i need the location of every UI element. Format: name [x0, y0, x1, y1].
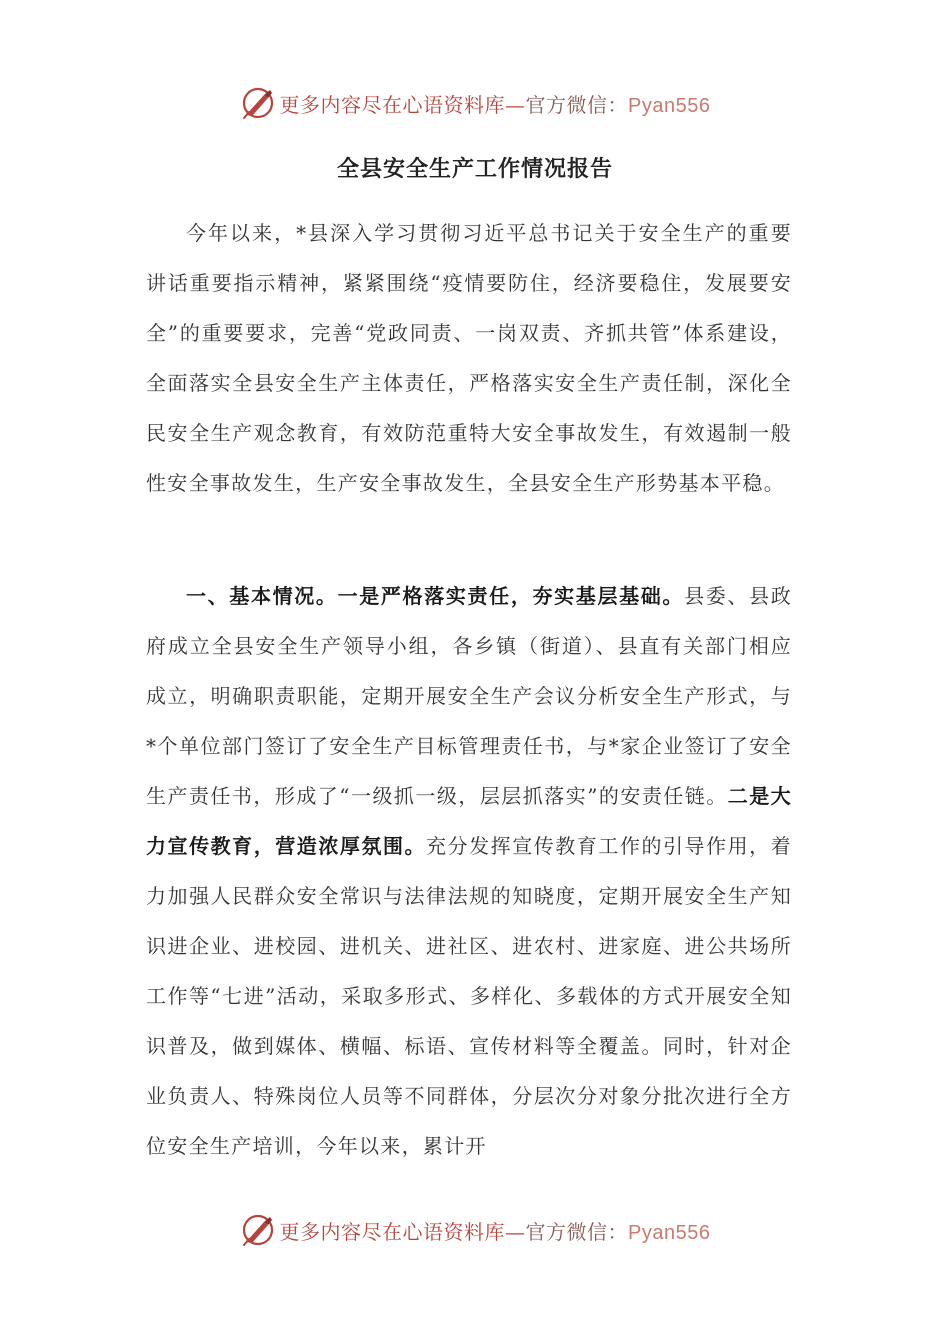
watermark-wechat-id: Pyan556 — [628, 1221, 711, 1244]
watermark-wechat-label: 官方微信： — [525, 92, 629, 117]
watermark-text — [280, 1216, 711, 1245]
point2-lead: 二是大力宣传教育，营造浓厚氛围。 — [146, 784, 792, 858]
intro-paragraph: 今年以来，*县深入学习贯彻习近平总书记关于安全生产的重要讲话重要指示精神，紧紧围绕“疫情要防住，经济要稳住，发展要安全”的重要要求，完善“党政同责、一岗双责、齐抓共管”体系建设，全面落实全县安全生产主体责任，严格落实安全生产责任制，深化全民安全生产观念教育，有效防范重特大安全事故发生，有效遏制一般性安全事故发生，生产安全事故发生，全县安全生产形势基本平稳。 — [146, 221, 792, 495]
point1-text: 县委、县政府成立全县安全生产领导小组，各乡镇（街道）、县直有关部门相应成立，明确职责职能，定期开展安全生产会议分析安全生产形式，与*个单位部门签订了安全生产目标管理责任书，与*家企业签订了安全生产责任书，形成了“一级抓一级，层层抓落实”的安责任链。 — [146, 584, 792, 808]
document-title: 全县安全生产工作情况报告 — [336, 156, 613, 182]
watermark-wechat-label: 官方微信： — [525, 1219, 629, 1244]
watermark-site-text: 更多内容尽在心语资料库 — [279, 1219, 506, 1244]
watermark-text — [280, 89, 711, 118]
basic-situation-paragraph — [146, 571, 792, 1171]
point2-text: 充分发挥宣传教育工作的引导作用，着力加强人民群众安全常识与法律法规的知晓度，定期开展安全生产知识进企业、进校园、进机关、进社区、进农村、进家庭、进公共场所工作等“七进”活动，采取多形式、多样化、多载体的方式开展安全知识普及，做到媒体、横幅、标语、宣传材料等全覆盖。同时，针对企业负责人、特殊岗位人员等不同群体，分层次分对象分批次进行全方位安全生产培训，今年以来，累计开 — [146, 834, 792, 1158]
pen-logo-icon — [240, 85, 276, 121]
section-heading: 一、基本情况。 — [186, 584, 338, 608]
pen-logo-icon — [240, 1212, 276, 1248]
watermark-wechat-id: Pyan556 — [628, 94, 711, 117]
watermark-dash: — — [505, 1219, 526, 1244]
watermark-banner-top — [0, 83, 950, 123]
watermark-site-text: 更多内容尽在心语资料库 — [279, 92, 506, 117]
watermark-banner-bottom — [0, 1210, 950, 1250]
watermark-dash: — — [505, 92, 526, 117]
point1-lead: 一是严格落实责任，夯实基层基础。 — [337, 584, 685, 608]
